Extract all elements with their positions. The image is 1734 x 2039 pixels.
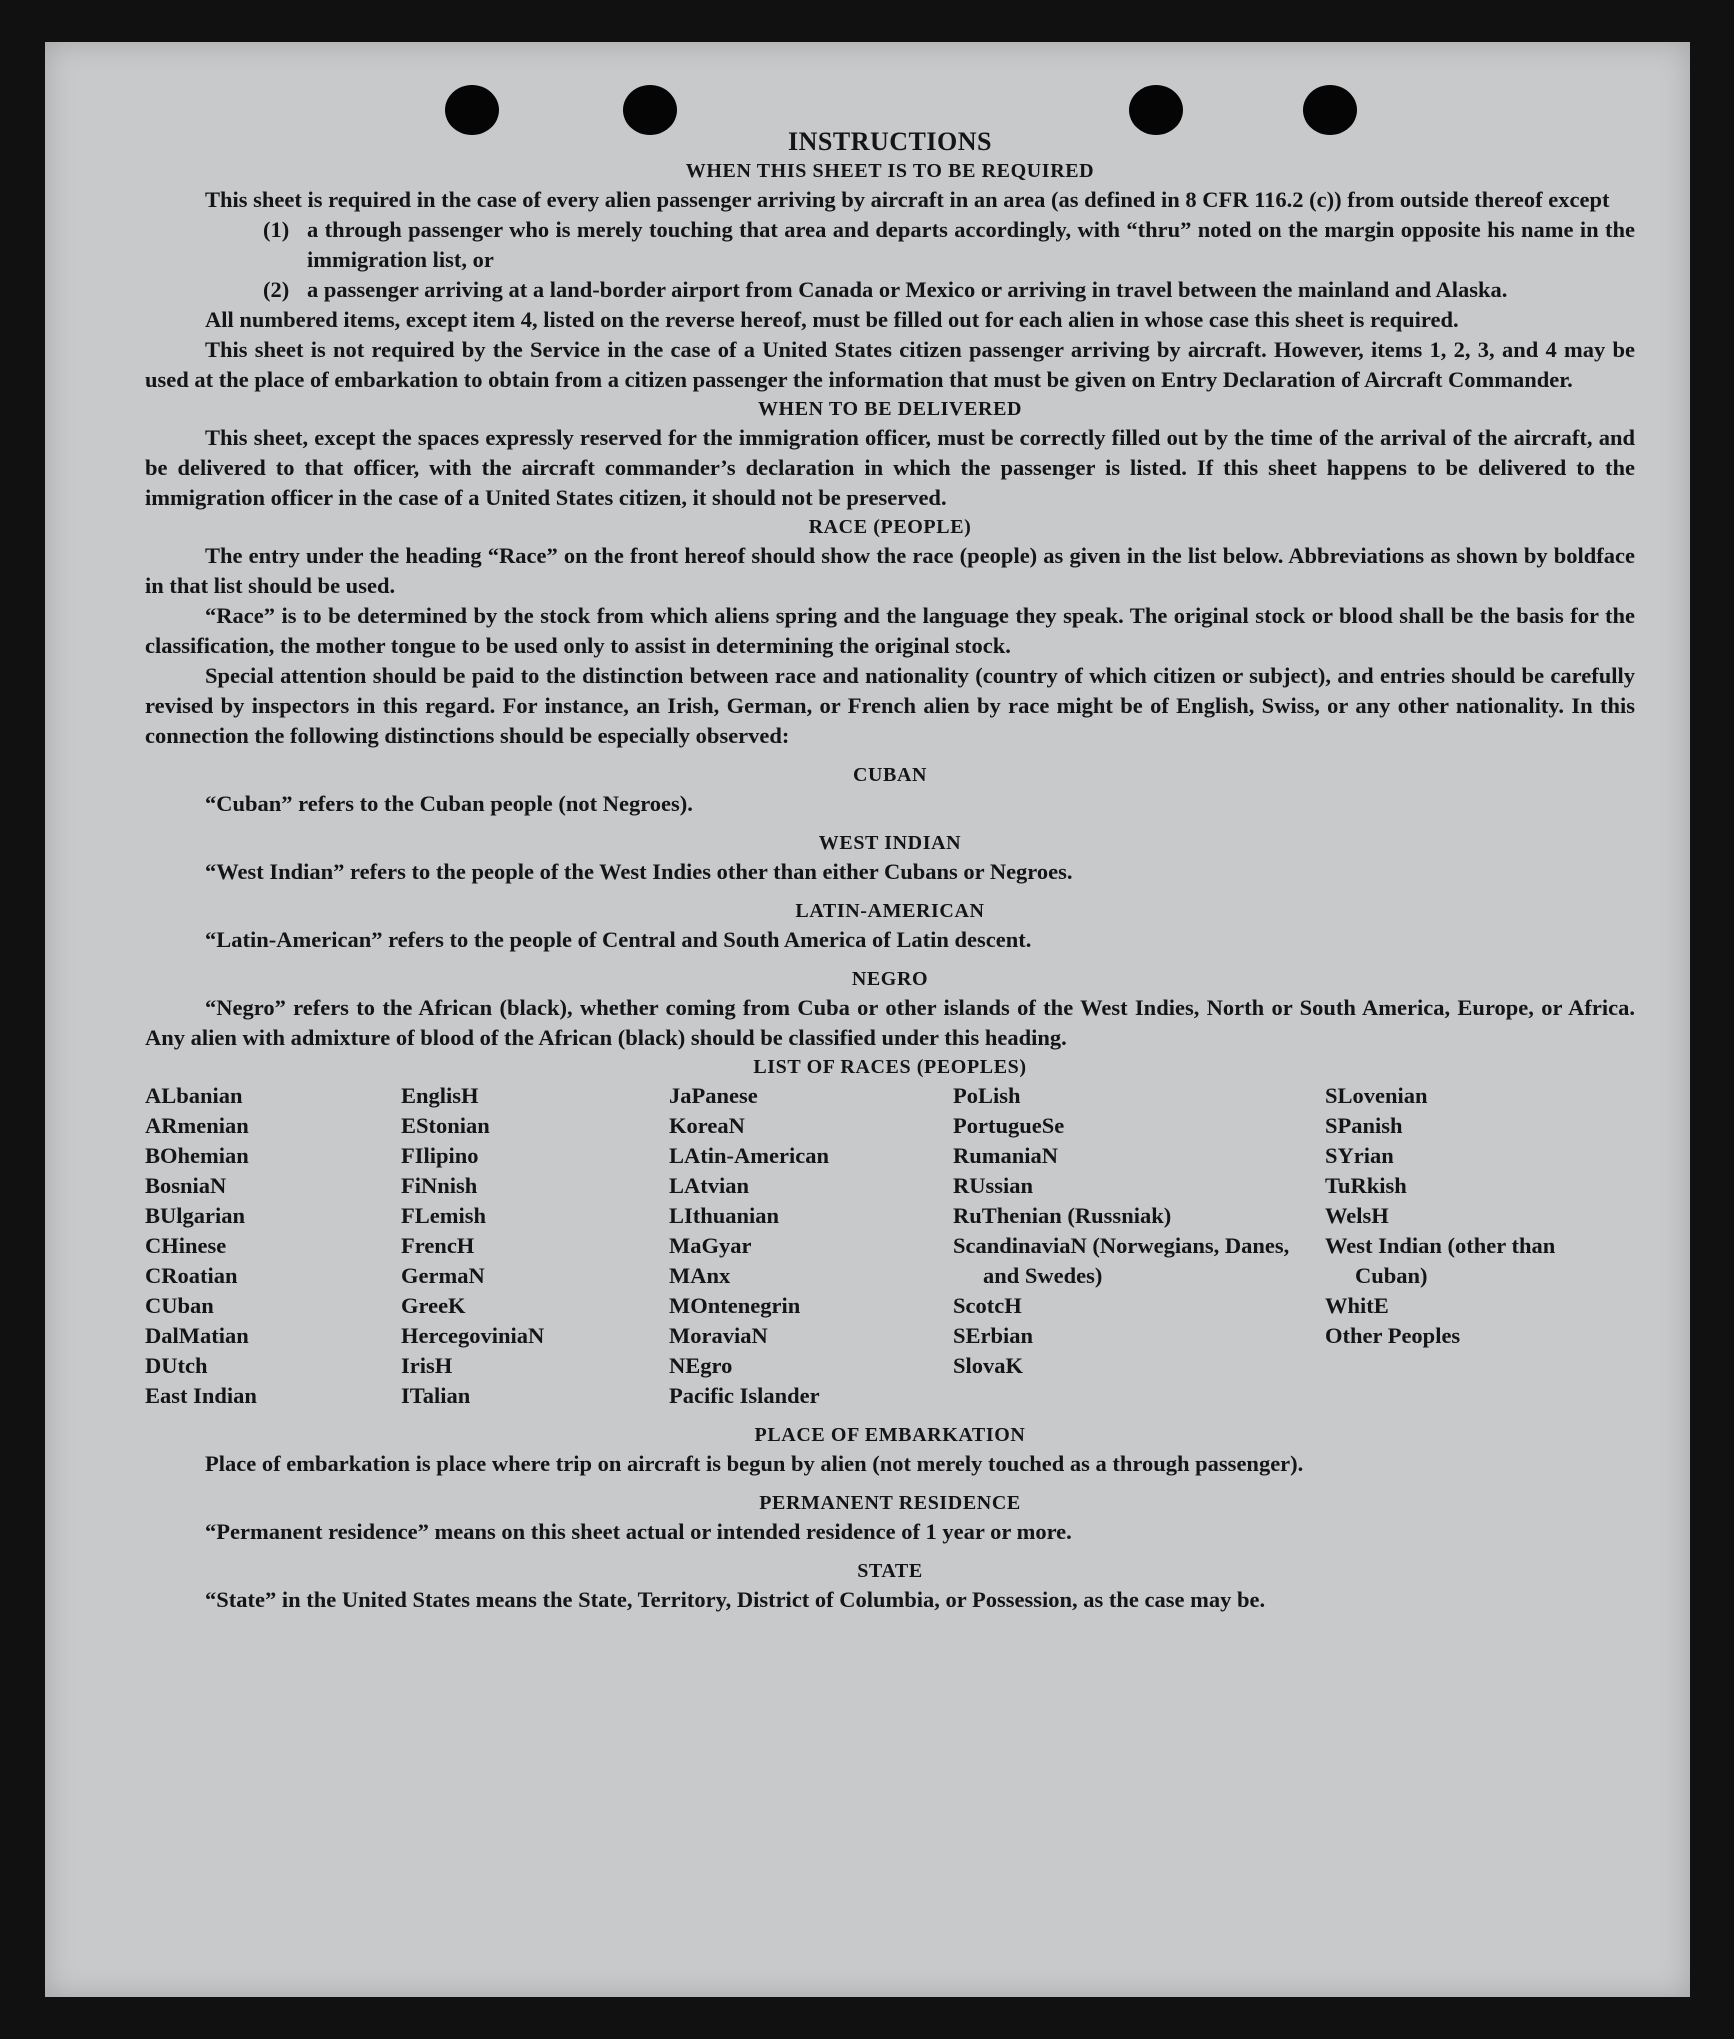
race-entry: SErbian — [953, 1323, 1034, 1348]
section-heading-latin-american: LATIN-AMERICAN — [795, 900, 985, 922]
paragraph: “Cuban” refers to the Cuban people (not Negroes). — [205, 791, 693, 816]
race-entry: TuRkish — [1325, 1173, 1407, 1198]
paragraph: “West Indian” refers to the people of the West Indies other than either Cubans or Negroes. — [205, 859, 1073, 884]
race-entry: Pacific Islander — [669, 1383, 820, 1408]
paragraph: This sheet, except the spaces expressly reserved for the immigration officer, must be correctly filled out by the time of the arrival of the aircraft, and be delivered to that officer, with the aircraft commander’s declaration in which the passenger is listed. If this sheet happens to be delivered to the immigration officer in the case of a United States citizen, it should not be preserved. — [145, 425, 1635, 510]
race-entry: PoLish — [953, 1083, 1021, 1108]
races-column — [1325, 1081, 1625, 1411]
item-text: a through passenger who is merely touching that area and departs accordingly, with “thru” noted on the margin opposite his name in the immigration list, or — [307, 217, 1635, 272]
list-item — [263, 275, 1635, 305]
race-entry: CHinese — [145, 1233, 227, 1258]
paragraph: “Permanent residence” means on this sheet actual or intended residence of 1 year or more. — [205, 1519, 1072, 1544]
race-entry: DalMatian — [145, 1323, 249, 1348]
section-heading-permanent-residence: PERMANENT RESIDENCE — [759, 1492, 1021, 1514]
race-entry: ITalian — [401, 1383, 471, 1408]
section-heading-negro: NEGRO — [851, 968, 929, 990]
section-heading-state: STATE — [857, 1560, 923, 1582]
section-heading-when-required: WHEN THIS SHEET IS TO BE REQUIRED — [685, 160, 1095, 182]
race-entry: KoreaN — [669, 1113, 745, 1138]
race-entry: HercegoviniaN — [401, 1323, 545, 1348]
race-entry: FrencH — [401, 1233, 475, 1258]
instructions-content — [145, 127, 1635, 1615]
race-entry: East Indian — [145, 1383, 257, 1408]
race-entry: West Indian (other than Cuban) — [1325, 1233, 1556, 1288]
list-item — [263, 215, 1635, 275]
race-entry: LIthuanian — [669, 1203, 780, 1228]
race-entry: GreeK — [401, 1293, 466, 1318]
paragraph: “State” in the United States means the State, Territory, District of Columbia, or Possession, as the case may be. — [205, 1587, 1266, 1612]
race-entry: LAtin-American — [669, 1143, 829, 1168]
race-entry: BOhemian — [145, 1143, 249, 1168]
races-column — [145, 1081, 401, 1411]
section-heading-race: RACE (PEOPLE) — [808, 516, 972, 538]
paragraph: The entry under the heading “Race” on the front hereof should show the race (people) as given in the list below. Abbreviations as shown by boldface in that list should be used. — [145, 543, 1635, 598]
race-entry: MoraviaN — [669, 1323, 768, 1348]
race-entry: MOntenegrin — [669, 1293, 801, 1318]
race-entry: SlovaK — [953, 1353, 1024, 1378]
race-entry: BUlgarian — [145, 1203, 246, 1228]
race-entry: DUtch — [145, 1353, 208, 1378]
race-entry: SLovenian — [1325, 1083, 1428, 1108]
race-entry: WelsH — [1325, 1203, 1389, 1228]
race-entry: IrisH — [401, 1353, 453, 1378]
race-entry: RumaniaN — [953, 1143, 1059, 1168]
paragraph: “Latin-American” refers to the people of Central and South America of Latin descent. — [205, 927, 1032, 952]
paragraph: This sheet is not required by the Service in the case of a United States citizen passenger arriving by aircraft. However, items 1, 2, 3, and 4 may be used at the place of embarkation to obtain from a citizen passenger the information that must be given on Entry Declaration of Aircraft Commander. — [145, 337, 1635, 392]
race-entry: EStonian — [401, 1113, 490, 1138]
section-heading-embarkation: PLACE OF EMBARKATION — [754, 1424, 1026, 1446]
race-entry: MAnx — [669, 1263, 731, 1288]
race-entry: FIlipino — [401, 1143, 479, 1168]
section-heading-when-delivered: WHEN TO BE DELIVERED — [757, 398, 1023, 420]
paragraph: “Race” is to be determined by the stock from which aliens spring and the language they speak. The original stock or blood shall be the basis for the classification, the mother tongue to be used only to assist in determining the original stock. — [145, 603, 1635, 658]
paragraph: This sheet is required in the case of every alien passenger arriving by aircraft in an area (as defined in 8 CFR 116.2 (c)) from outside thereof except — [205, 187, 1610, 212]
section-heading-cuban: CUBAN — [852, 764, 928, 786]
race-entry: NEgro — [669, 1353, 733, 1378]
race-entry: PortugueSe — [953, 1113, 1065, 1138]
paragraph: All numbered items, except item 4, listed on the reverse hereof, must be filled out for each alien in whose case this sheet is required. — [205, 307, 1459, 332]
item-number: (2) — [263, 277, 290, 302]
races-table — [145, 1081, 1635, 1411]
paragraph: Place of embarkation is place where trip on aircraft is begun by alien (not merely touched as a through passenger). — [205, 1451, 1304, 1476]
race-entry: SPanish — [1325, 1113, 1403, 1138]
item-text: a passenger arriving at a land-border airport from Canada or Mexico or arriving in travel between the mainland and Alaska. — [307, 277, 1508, 302]
race-entry: CRoatian — [145, 1263, 238, 1288]
paragraph: Special attention should be paid to the distinction between race and nationality (country of which citizen or subject), and entries should be carefully revised by inspectors in this regard. For instance, an Irish, German, or French alien by race might be of English, Swiss, or any other nationality. In this connection the following distinctions should be especially observed: — [145, 663, 1635, 748]
race-entry: Other Peoples — [1325, 1323, 1461, 1348]
races-column — [953, 1081, 1325, 1411]
races-column — [401, 1081, 669, 1411]
race-entry: RuThenian (Russniak) — [953, 1203, 1172, 1228]
races-column — [669, 1081, 953, 1411]
race-entry: CUban — [145, 1293, 214, 1318]
race-entry: GermaN — [401, 1263, 485, 1288]
section-heading-west-indian: WEST INDIAN — [818, 832, 962, 854]
race-entry: LAtvian — [669, 1173, 750, 1198]
document-sheet — [45, 42, 1690, 1997]
race-entry: MaGyar — [669, 1233, 752, 1258]
race-entry: FiNnish — [401, 1173, 478, 1198]
race-entry: FLemish — [401, 1203, 487, 1228]
race-entry: WhitE — [1325, 1293, 1389, 1318]
race-entry: ARmenian — [145, 1113, 249, 1138]
race-entry: ScandinaviaN (Norwegians, Danes, and Swedes) — [953, 1233, 1290, 1288]
paragraph: “Negro” refers to the African (black), whether coming from Cuba or other islands of the West Indies, North or South America, Europe, or Africa. Any alien with admixture of blood of the African (black) should be classified under this heading. — [145, 995, 1635, 1050]
race-entry: BosniaN — [145, 1173, 227, 1198]
race-entry: ScotcH — [953, 1293, 1022, 1318]
race-entry: EnglisH — [401, 1083, 479, 1108]
race-entry: RUssian — [953, 1173, 1034, 1198]
race-entry: JaPanese — [669, 1083, 758, 1108]
item-number: (1) — [263, 217, 290, 242]
page-title: INSTRUCTIONS — [788, 127, 992, 156]
race-entry: SYrian — [1325, 1143, 1394, 1168]
race-entry: ALbanian — [145, 1083, 243, 1108]
section-heading-list-of-races: LIST OF RACES (PEOPLES) — [753, 1056, 1027, 1078]
